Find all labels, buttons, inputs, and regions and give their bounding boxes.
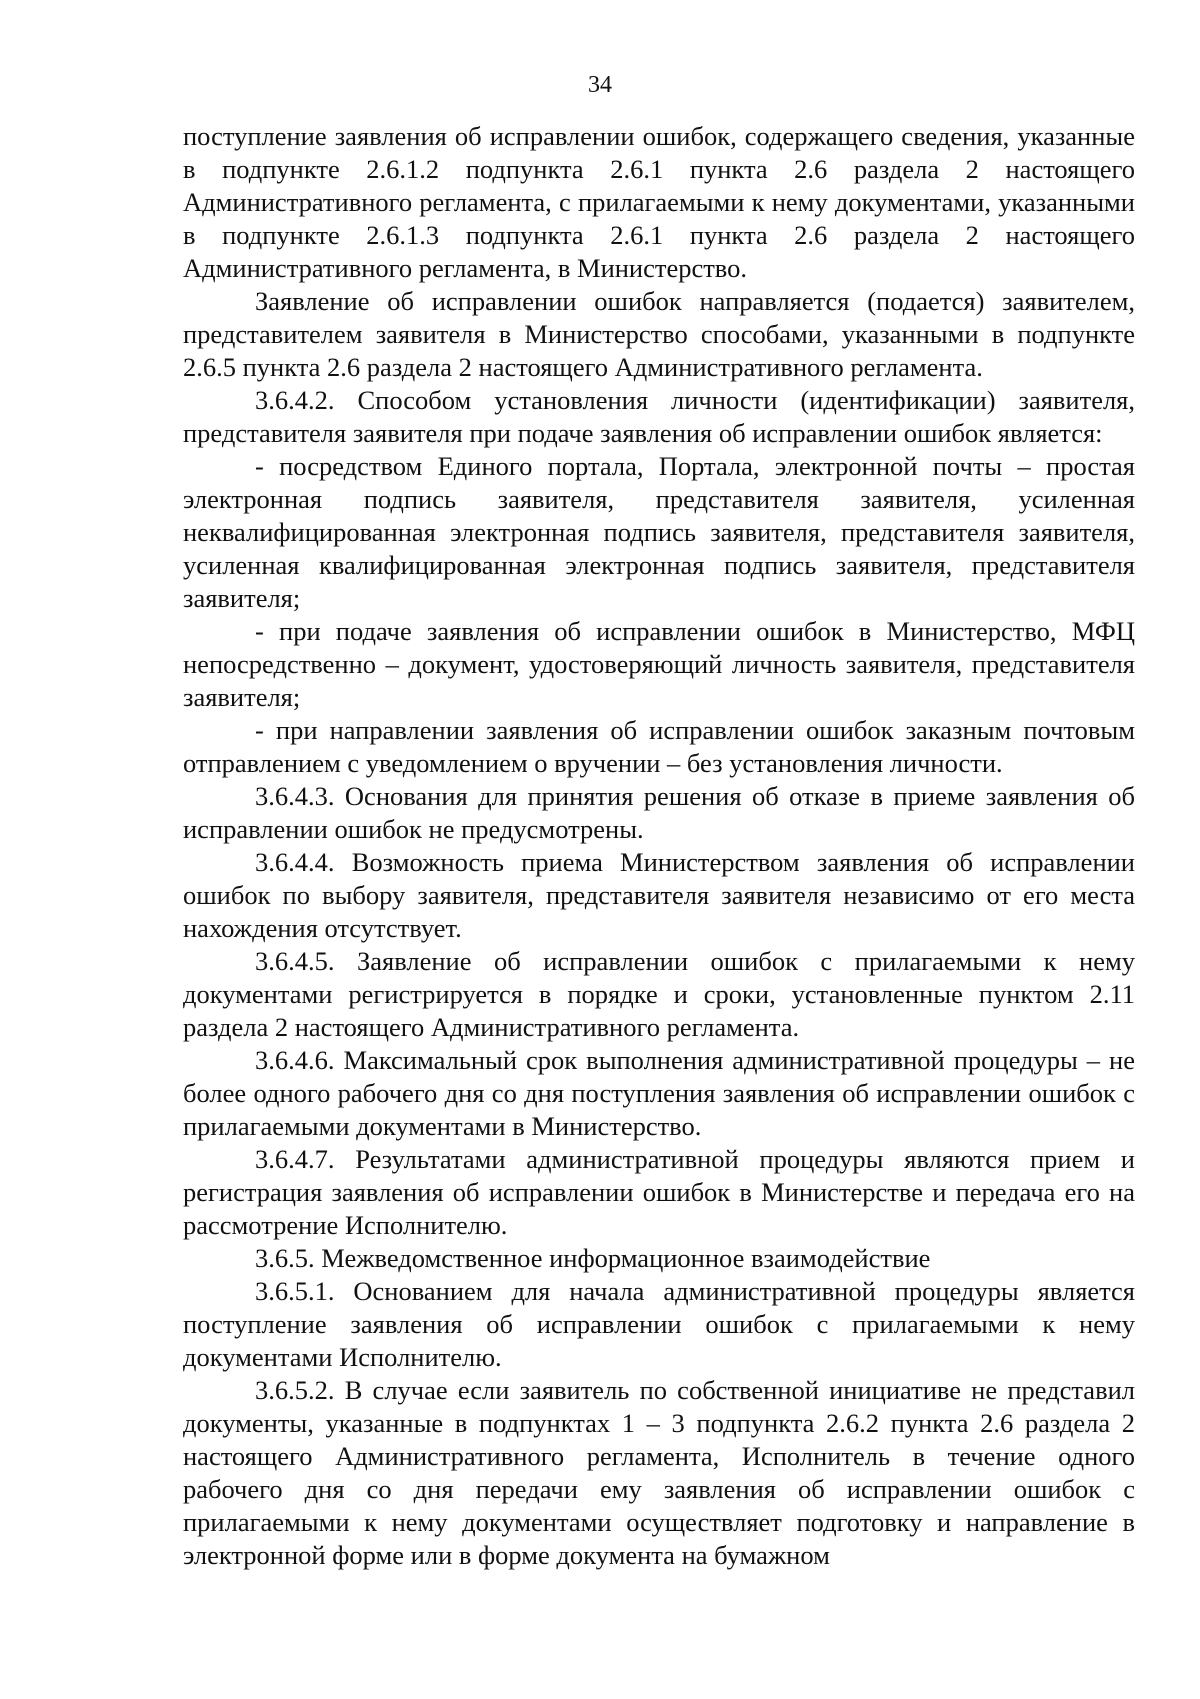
paragraph: 3.6.5.1. Основанием для начала административной процедуры является поступление заявления об исправлении ошибок с прилагаемыми к нему документами Исполнителю.	[183, 1276, 1135, 1372]
paragraph: 3.6.4.7. Результатами административной процедуры являются прием и регистрация заявления об исправлении ошибок в Министерстве и передача его на рассмотрение Исполнителю.	[183, 1144, 1135, 1240]
paragraph: 3.6.4.3. Основания для принятия решения об отказе в приеме заявления об исправлении ошибок не предусмотрены.	[183, 781, 1135, 844]
section-heading: 3.6.5. Межведомственное информационное взаимодействие	[255, 1243, 931, 1273]
paragraph: 3.6.4.6. Максимальный срок выполнения административной процедуры – не более одного рабочего дня со дня поступления заявления об исправлении ошибок с прилагаемыми документами в Министерство.	[183, 1045, 1135, 1141]
page-number: 34	[588, 72, 612, 98]
paragraph: Заявление об исправлении ошибок направляется (подается) заявителем, представителем заявителя в Министерство способами, указанными в подпункте 2.6.5 пункта 2.6 раздела 2 настоящего Административного регламента.	[183, 286, 1135, 382]
paragraph: 3.6.4.2. Способом установления личности (идентификации) заявителя, представителя заявителя при подаче заявления об исправлении ошибок является:	[183, 385, 1135, 448]
paragraph: 3.6.4.4. Возможность приема Министерством заявления об исправлении ошибок по выбору заявителя, представителя заявителя независимо от его места нахождения отсутствует.	[183, 847, 1135, 943]
list-item: - при подаче заявления об исправлении ошибок в Министерство, МФЦ непосредственно – документ, удостоверяющий личность заявителя, представителя заявителя;	[183, 616, 1135, 712]
list-item: - при направлении заявления об исправлении ошибок заказным почтовым отправлением с уведомлением о вручении – без установления личности.	[183, 715, 1135, 778]
paragraph: 3.6.5.2. В случае если заявитель по собственной инициативе не представил документы, указанные в подпунктах 1 – 3 подпункта 2.6.2 пункта 2.6 раздела 2 настоящего Административного регламента, Исполнитель в течение одного рабочего дня со дня передачи ему заявления об исправлении ошибок с прилагаемыми к нему документами осуществляет подготовку и направление в электронной форме или в форме документа на бумажном	[183, 1375, 1135, 1570]
document-body	[183, 120, 1135, 1572]
paragraph: 3.6.4.5. Заявление об исправлении ошибок с прилагаемыми к нему документами регистрируется в порядке и сроки, установленные пунктом 2.11 раздела 2 настоящего Административного регламента.	[183, 946, 1135, 1042]
list-item: - посредством Единого портала, Портала, электронной почты – простая электронная подпись заявителя, представителя заявителя, усиленная неквалифицированная электронная подпись заявителя, представителя заявителя, усиленная квалифицированная электронная подпись заявителя, представителя заявителя;	[183, 451, 1135, 613]
paragraph: поступление заявления об исправлении ошибок, содержащего сведения, указанные в подпункте 2.6.1.2 подпункта 2.6.1 пункта 2.6 раздела 2 настоящего Административного регламента, с прилагаемыми к нему документами, указанными в подпункте 2.6.1.3 подпункта 2.6.1 пункта 2.6 раздела 2 настоящего Административного регламента, в Министерство.	[183, 121, 1135, 283]
